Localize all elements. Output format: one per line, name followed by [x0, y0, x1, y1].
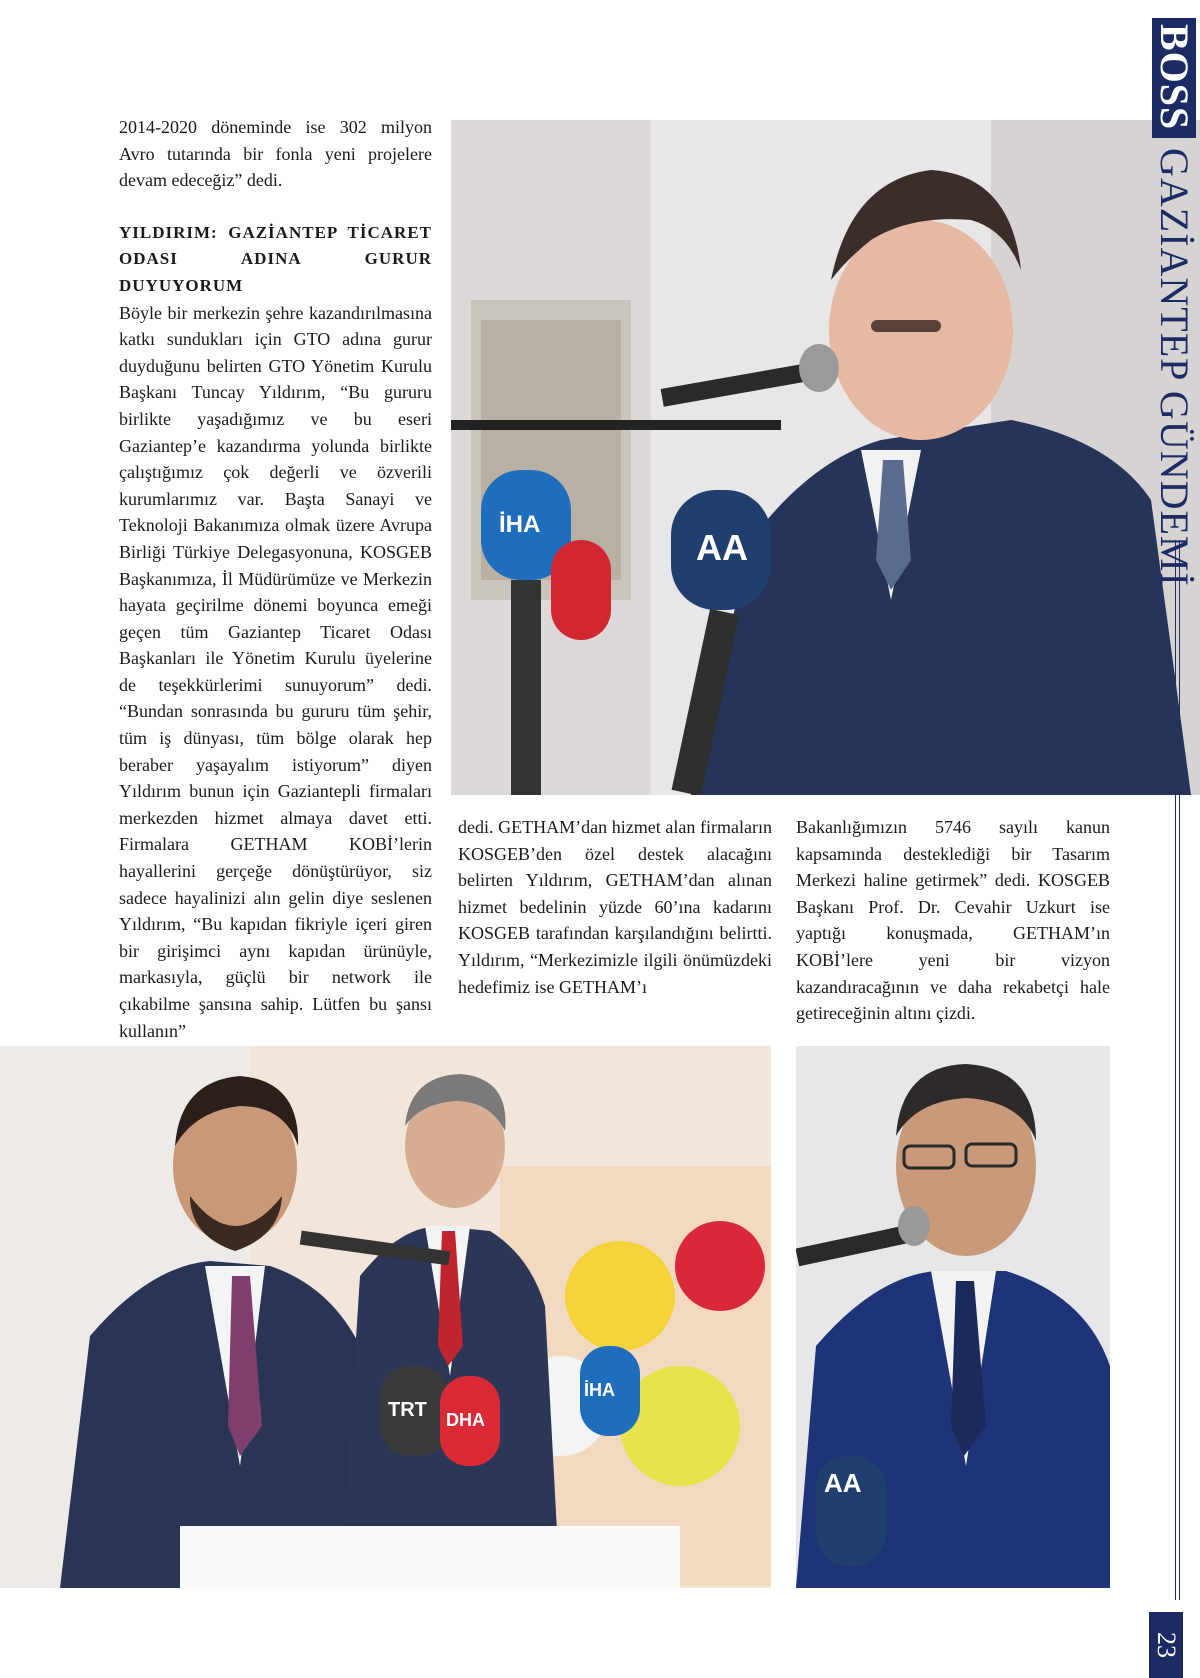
trt-logo-label: TRT [388, 1399, 427, 1421]
iha-logo-label: İHA [499, 511, 541, 538]
column-2-paragraph: dedi. GETHAM’dan hizmet alan firmaların KOSGEB’den özel destek alacağını belirten Yıldırım, GETHAM’dan alınan hizmet bedelinin yüzde 60’ına kadarını KOSGEB tarafından karşılandığını belirtti. Yıldırım, “Merkezimizle ilgili önümüzdeki hedefimiz ise GETHAM’ı [458, 817, 772, 997]
aa-logo-label: AA [696, 527, 748, 568]
aa-logo-label-2: AA [824, 1468, 862, 1498]
article-column-1 [119, 114, 432, 1044]
brand-logo: BOSS [1152, 18, 1196, 138]
bottom-left-photo-speakers [0, 1046, 771, 1588]
main-photo-minister-speaking [451, 120, 1200, 795]
article-column-3 [796, 814, 1110, 1027]
body-paragraph: Böyle bir merkezin şehre kazandırılmasına katkı sundukları için GTO adına gurur duyduğunu belirten GTO Yönetim Kurulu Başkanı Tuncay Yıldırım, “Bu gururu birlikte yaşadığımız ve bu eseri Gaziantep’e kazandırma yolunda birlikte çalıştığımız çok değerli ve özverili kurumlarımız var. Başta Sanayi ve Teknoloji Bakanımıza olmak üzere Avrupa Birliği Türkiye Delegasyonuna, KOSGEB Başkanımıza, İl Müdürümüze ve Merkezin hayata geçirilme dönemi boyunca emeği geçen tüm Gaziantep Ticaret Odası Başkanları ile Yönetim Kurulu üyelerine de teşekkürlerimi sunuyorum” dedi. “Bundan sonrasında bu gururu tüm şehir, tüm iş dünyası, tüm bölge olarak hep beraber yaşayalım istiyorum” diyen Yıldırım bunun için Gaziantepli firmaları merkezden hizmet almaya davet etti. Firmalara GETHAM KOBİ’lerin hayallerini gerçeğe dönüştürüyor, siz sadece hayalinizi alın gelin diye seslenen Yıldırım, “Bu kapıdan fikriyle içeri giren bir girişimci aynı kapıdan ürünüyle, markasıyla, güçlü bir network ile çıkabilme şansına sahip. Lütfen bu şansı kullanın” [119, 302, 432, 1041]
sidebar-rule [1175, 540, 1176, 1600]
article-column-2 [458, 814, 772, 1000]
bottom-right-photo-kosgeb-president [796, 1046, 1110, 1588]
bottom-left-photo-graphic [0, 1046, 771, 1588]
iha-logo-label-2: İHA [584, 1380, 615, 1400]
bottom-right-photo-graphic [796, 1046, 1110, 1588]
sidebar-title [1152, 18, 1197, 588]
section-title: GAZİANTEP GÜNDEMİ [1152, 148, 1197, 588]
sidebar-rule-2 [1179, 540, 1180, 1600]
main-photo-graphic [451, 120, 1200, 795]
page-number: 23 [1149, 1612, 1183, 1678]
column-3-paragraph: Bakanlığımızın 5746 sayılı kanun kapsamında desteklediği bir Tasarım Merkezi haline getirmek” dedi. KOSGEB Başkanı Prof. Dr. Cevahir Uzkurt ise yaptığı konuşmada, GETHAM’ın KOBİ’lere yeni bir vizyon kazandıracağının ve daha rekabetçi hale getireceğinin altını çizdi. [796, 817, 1110, 1024]
section-heading: YILDIRIM: GAZİANTEP TİCARET ODASI ADINA GURUR DUYUYORUM [119, 222, 432, 295]
intro-paragraph: 2014-2020 döneminde ise 302 milyon Avro tutarında bir fonla yeni projelere devam edeceğiz” dedi. [119, 117, 432, 191]
dha-logo-label: DHA [446, 1410, 485, 1430]
paragraph-spacer [119, 194, 432, 220]
